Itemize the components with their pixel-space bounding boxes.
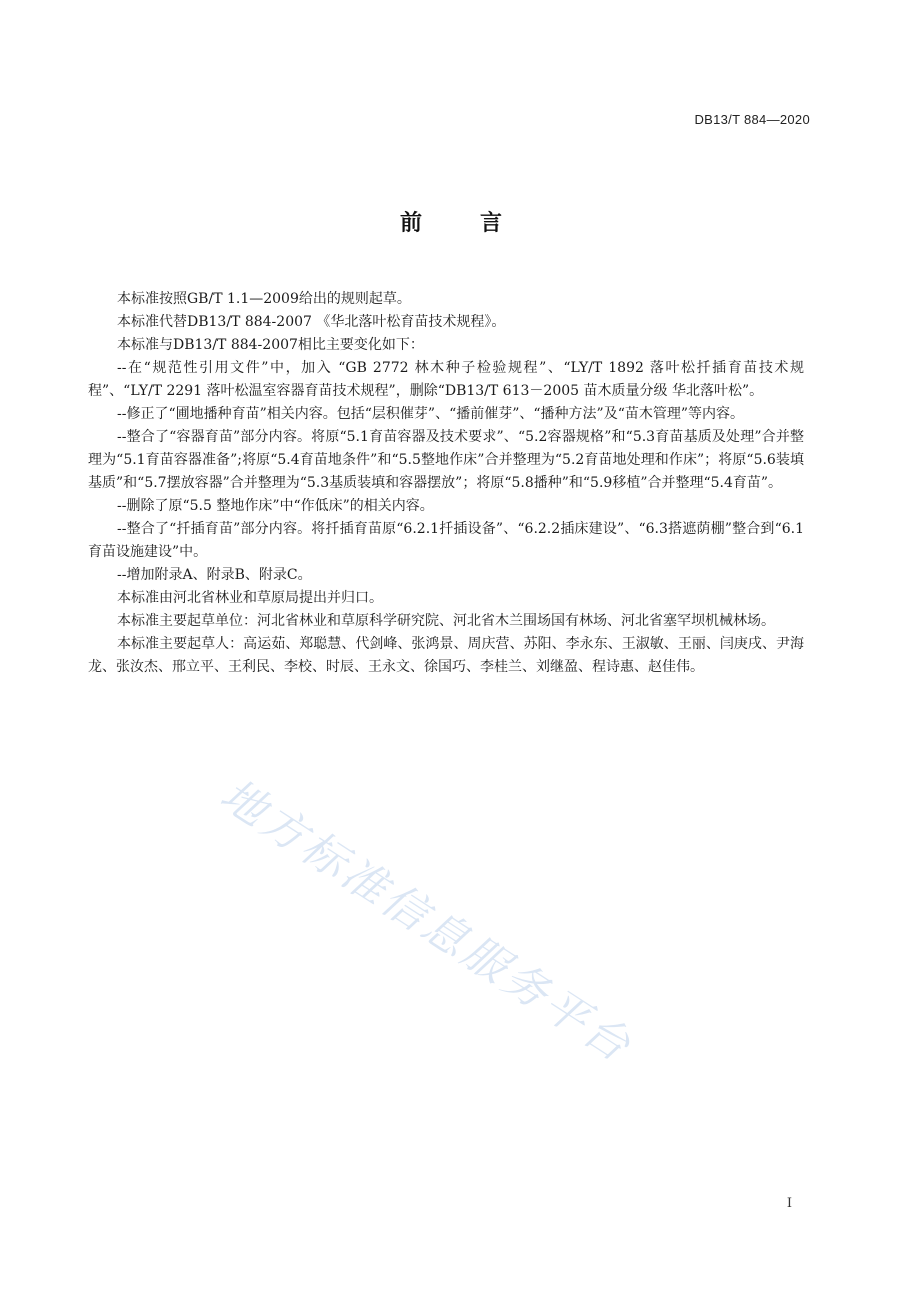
paragraph-drafting-units: 本标准主要起草单位：河北省林业和草原科学研究院、河北省木兰围场国有林场、河北省塞罕坝机械林场。	[117, 613, 775, 629]
paragraph-change-seeding: --修正了“圃地播种育苗”相关内容。包括“层积催芽”、“播前催芽”、“播种方法”及“苗木管理”等内容。	[117, 406, 745, 422]
paragraph-replaces: 本标准代替DB13/T 884-2007 《华北落叶松育苗技术规程》。	[117, 314, 506, 330]
foreword-body	[88, 288, 804, 679]
paragraph-change-references: --在“规范性引用文件”中，加入 “GB 2772 林木种子检验规程”、“LY/T 1892 落叶松扦插育苗技术规程”、“LY/T 2291 落叶松温室容器育苗技术规程”，删除“DB13/T 613－2005 苗木质量分级 华北落叶松”。	[88, 360, 804, 399]
page-number: I	[786, 1196, 792, 1211]
paragraph-drafters: 本标准主要起草人：高运茹、郑聪慧、代剑峰、张鸿景、周庆营、苏阳、李永东、王淑敏、王丽、闫庚戌、尹海龙、张汝杰、邢立平、王利民、李校、时辰、王永文、徐国巧、李桂兰、刘继盈、程诗惠、赵佳伟。	[88, 636, 804, 675]
page-title: 前 言	[399, 211, 520, 236]
paragraph-change-delete-low-bed: --删除了原“5.5 整地作床”中“作低床”的相关内容。	[117, 498, 434, 514]
paragraph-change-container: --整合了“容器育苗”部分内容。将原“5.1育苗容器及技术要求”、“5.2容器规格”和“5.3育苗基质及处理”合并整理为“5.1育苗容器准备”;将原“5.4育苗地条件”和“5.5整地作床”合并整理为“5.2育苗地处理和作床”；将原“5.6装填基质”和“5.7摆放容器”合并整理为“5.3基质装填和容器摆放”；将原“5.8播种”和“5.9移植”合并整理“5.4育苗”。	[88, 429, 804, 491]
watermark: 地方标准信息服务平台	[211, 769, 642, 1074]
paragraph-drafting-rules: 本标准按照GB/T 1.1—2009给出的规则起草。	[117, 291, 411, 307]
paragraph-change-appendix: --增加附录A、附录B、附录C。	[117, 567, 312, 583]
paragraph-proposed-by: 本标准由河北省林业和草原局提出并归口。	[117, 590, 383, 606]
paragraph-change-cutting: --整合了“扦插育苗”部分内容。将扦插育苗原“6.2.1扦插设备”、“6.2.2插床建设”、“6.3搭遮荫棚”整合到“6.1育苗设施建设”中。	[88, 521, 804, 560]
paragraph-changes-intro: 本标准与DB13/T 884-2007相比主要变化如下：	[117, 337, 424, 353]
document-code: DB13/T 884—2020	[694, 112, 810, 127]
